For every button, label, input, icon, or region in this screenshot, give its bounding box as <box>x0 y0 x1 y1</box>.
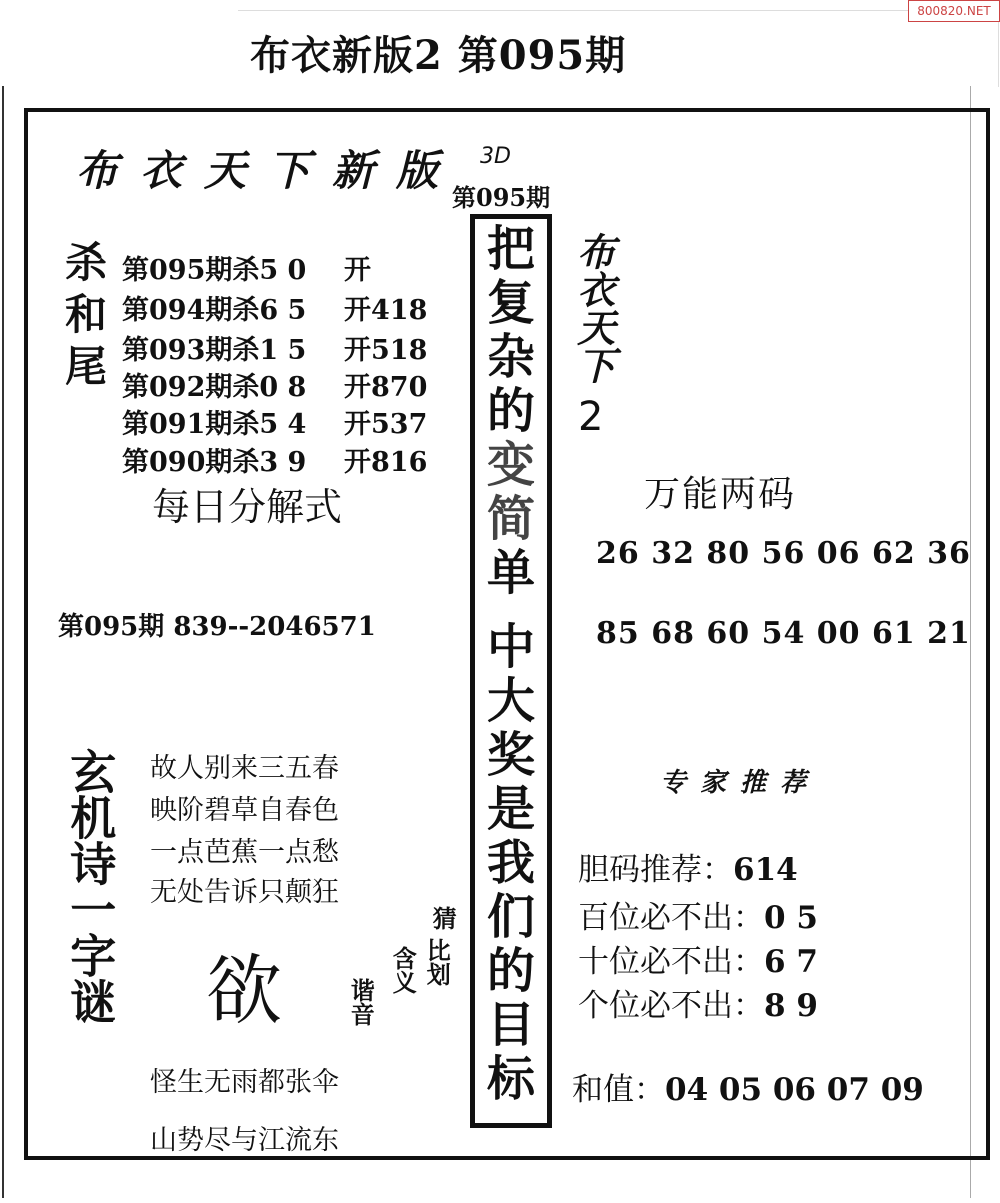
slogan-char: 复 <box>486 275 535 331</box>
slogan-char: 大 <box>486 673 535 729</box>
hint-strokes: 比划 <box>422 938 452 986</box>
slogan-char: 的 <box>486 943 535 999</box>
brand-title: 布衣天下新版 <box>76 146 461 195</box>
expert-recommend-label: 专家推荐 <box>660 768 821 798</box>
poem-line: 故人别来三五春 <box>150 753 339 784</box>
site-watermark[interactable]: 800820.NET <box>908 0 1000 22</box>
kill-row <box>122 402 428 441</box>
kill-row <box>122 328 428 367</box>
poem-extra-line: 怪生无雨都张伞 <box>150 1067 339 1098</box>
kill-row <box>122 248 371 287</box>
slogan-char: 的 <box>486 383 535 439</box>
slogan-char: 中 <box>486 619 535 675</box>
rec-value: 8 9 <box>764 988 818 1024</box>
poem-line: 映阶碧草自春色 <box>150 795 339 826</box>
rec-label: 十位必不出： <box>578 944 764 980</box>
kill-text: 第094期杀6 5 <box>122 295 307 326</box>
kill-text: 第091期杀5 4 <box>122 409 307 440</box>
draw-result: 开537 <box>344 409 428 440</box>
draw-result: 开 <box>344 255 371 286</box>
slogan-char: 奖 <box>486 727 535 783</box>
riddle-character: 欲 <box>206 946 282 1035</box>
right-brand-title: 布衣天下 <box>570 232 616 384</box>
daily-decomposition-line: 第095期 839--2046571 <box>58 612 376 642</box>
rec-row-gallbladder <box>578 844 798 889</box>
sum-value: 04 05 06 07 09 <box>665 1072 924 1108</box>
slogan-char: 我 <box>486 835 535 891</box>
slogan-char: 们 <box>486 889 535 945</box>
slogan-char: 是 <box>486 781 535 837</box>
rec-label: 个位必不出： <box>578 988 764 1024</box>
universal-code-row: 85 68 60 54 00 61 21 <box>596 616 971 651</box>
hint-guess: 猜 <box>428 906 458 930</box>
kill-row <box>122 288 428 327</box>
sum-value-row <box>572 1064 924 1109</box>
draw-result: 开518 <box>344 335 428 366</box>
slogan-char: 目 <box>486 997 535 1053</box>
slogan-char: 杂 <box>486 329 535 385</box>
hint-meaning: 含义 <box>388 946 418 994</box>
page-title: 布衣新版2 第095期 <box>250 32 627 79</box>
poem-extra-line: 山势尽与江流东 <box>150 1125 339 1156</box>
slogan-char: 简 <box>486 491 535 547</box>
universal-codes-label: 万能两码 <box>644 474 797 515</box>
rec-value: 0 5 <box>764 900 818 936</box>
kill-text: 第093期杀1 5 <box>122 335 307 366</box>
universal-code-row: 26 32 80 56 06 62 36 <box>596 536 971 571</box>
sum-label: 和值： <box>572 1072 665 1108</box>
slogan-char: 把 <box>486 221 535 277</box>
slogan-char: 标 <box>486 1051 535 1107</box>
kill-row <box>122 365 428 404</box>
hint-homophone: 谐音 <box>346 978 376 1026</box>
rec-row-hundreds <box>578 892 818 937</box>
draw-result: 开870 <box>344 372 428 403</box>
daily-decomposition-label: 每日分解式 <box>152 485 343 529</box>
kill-text: 第090期杀3 9 <box>122 447 307 478</box>
slogan-column <box>478 222 544 1122</box>
kill-tail-label: 杀和尾 <box>59 240 108 396</box>
poem-line: 无处告诉只颠狂 <box>150 877 339 908</box>
kill-row <box>122 440 428 479</box>
poem-line: 一点芭蕉一点愁 <box>150 837 339 868</box>
rec-value: 614 <box>733 852 798 888</box>
right-brand-number: 2 <box>578 394 604 440</box>
rec-label: 胆码推荐： <box>578 852 733 888</box>
slogan-char: 单 <box>486 545 535 601</box>
rec-row-units <box>578 980 818 1025</box>
kill-text: 第095期杀5 0 <box>122 255 307 286</box>
brand-issue: 第095期 <box>452 183 551 212</box>
draw-result: 开418 <box>344 295 428 326</box>
draw-result: 开816 <box>344 447 428 478</box>
kill-text: 第092期杀0 8 <box>122 372 307 403</box>
rec-row-tens <box>578 936 818 981</box>
rec-label: 百位必不出： <box>578 900 764 936</box>
sd-mark: 3D <box>480 144 511 169</box>
rec-value: 6 7 <box>764 944 818 980</box>
slogan-char: 变 <box>486 437 535 493</box>
poem-riddle-label: 玄机诗一字谜 <box>63 748 118 1024</box>
